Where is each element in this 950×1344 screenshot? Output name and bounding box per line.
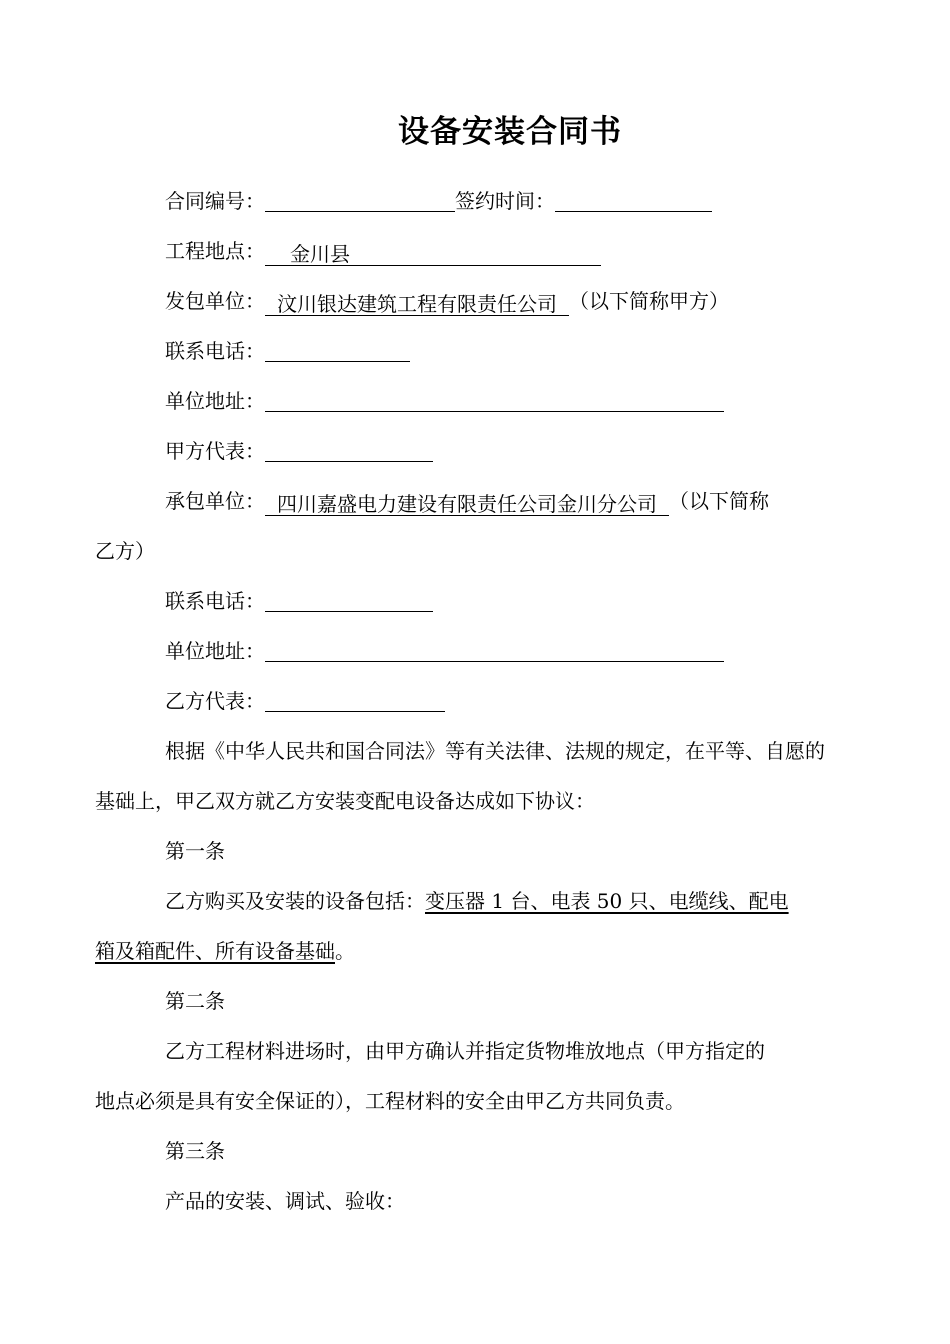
contractor-rep-row [165, 688, 445, 714]
article-1-prefix: 乙方购买及安装的设备包括： [165, 889, 425, 913]
article-3-heading: 第三条 [165, 1139, 225, 1163]
article-1-line-1 [165, 888, 789, 914]
article-1-items-1: 变压器 1 台、电表 50 只、电缆线、配电 [425, 889, 789, 913]
employer-rep-label: 甲方代表： [165, 439, 265, 463]
contractor-phone-blank [265, 591, 433, 612]
contractor-phone-row [165, 588, 433, 614]
contractor-suffix-cont: 乙方） [95, 539, 155, 563]
document-title: 设备安装合同书 [398, 114, 622, 150]
article-1-line-2 [95, 938, 355, 964]
article-1-items-2: 箱及箱配件、所有设备基础 [95, 939, 335, 963]
sign-time-label: 签约时间： [455, 189, 555, 213]
contract-number-label: 合同编号： [165, 189, 265, 213]
location-label: 工程地点： [165, 239, 265, 263]
contractor-phone-label: 联系电话： [165, 589, 265, 613]
contractor-label: 承包单位： [165, 489, 265, 513]
employer-phone-row [165, 338, 410, 364]
article-1-heading: 第一条 [165, 839, 225, 863]
sign-time-blank [555, 191, 712, 212]
contractor-rep-label: 乙方代表： [165, 689, 265, 713]
contractor-address-label: 单位地址： [165, 639, 265, 663]
article-2-heading: 第二条 [165, 989, 225, 1013]
employer-address-row [165, 388, 724, 414]
intro-line-1: 根据《中华人民共和国合同法》等有关法律、法规的规定，在平等、自愿的 [165, 739, 825, 763]
employer-address-label: 单位地址： [165, 389, 265, 413]
article-1-end: 。 [335, 939, 355, 963]
contract-number-row [165, 188, 712, 214]
employer-phone-blank [265, 341, 410, 362]
employer-address-blank [265, 391, 724, 412]
contractor-address-row [165, 638, 724, 664]
location-value: 金川县 [265, 241, 601, 266]
article-2-line-2: 地点必须是具有安全保证的），工程材料的安全由甲乙方共同负责。 [95, 1089, 685, 1113]
location-row [165, 238, 601, 266]
employer-phone-label: 联系电话： [165, 339, 265, 363]
contractor-row [165, 488, 769, 516]
contractor-address-blank [265, 641, 724, 662]
intro-line-2: 基础上，甲乙双方就乙方安装变配电设备达成如下协议： [95, 789, 595, 813]
contractor-value: 四川嘉盛电力建设有限责任公司金川分公司 [265, 491, 669, 516]
contractor-rep-blank [265, 691, 445, 712]
employer-rep-blank [265, 441, 433, 462]
employer-label: 发包单位： [165, 289, 265, 313]
employer-row [165, 288, 729, 316]
employer-value: 汶川银达建筑工程有限责任公司 [265, 291, 569, 316]
employer-rep-row [165, 438, 433, 464]
employer-suffix: （以下简称甲方） [569, 289, 729, 313]
contractor-suffix: （以下简称 [669, 489, 769, 513]
article-2-line-1: 乙方工程材料进场时，由甲方确认并指定货物堆放地点（甲方指定的 [165, 1039, 765, 1063]
contract-number-blank [265, 191, 455, 212]
article-3-line-1: 产品的安装、调试、验收： [165, 1189, 405, 1213]
